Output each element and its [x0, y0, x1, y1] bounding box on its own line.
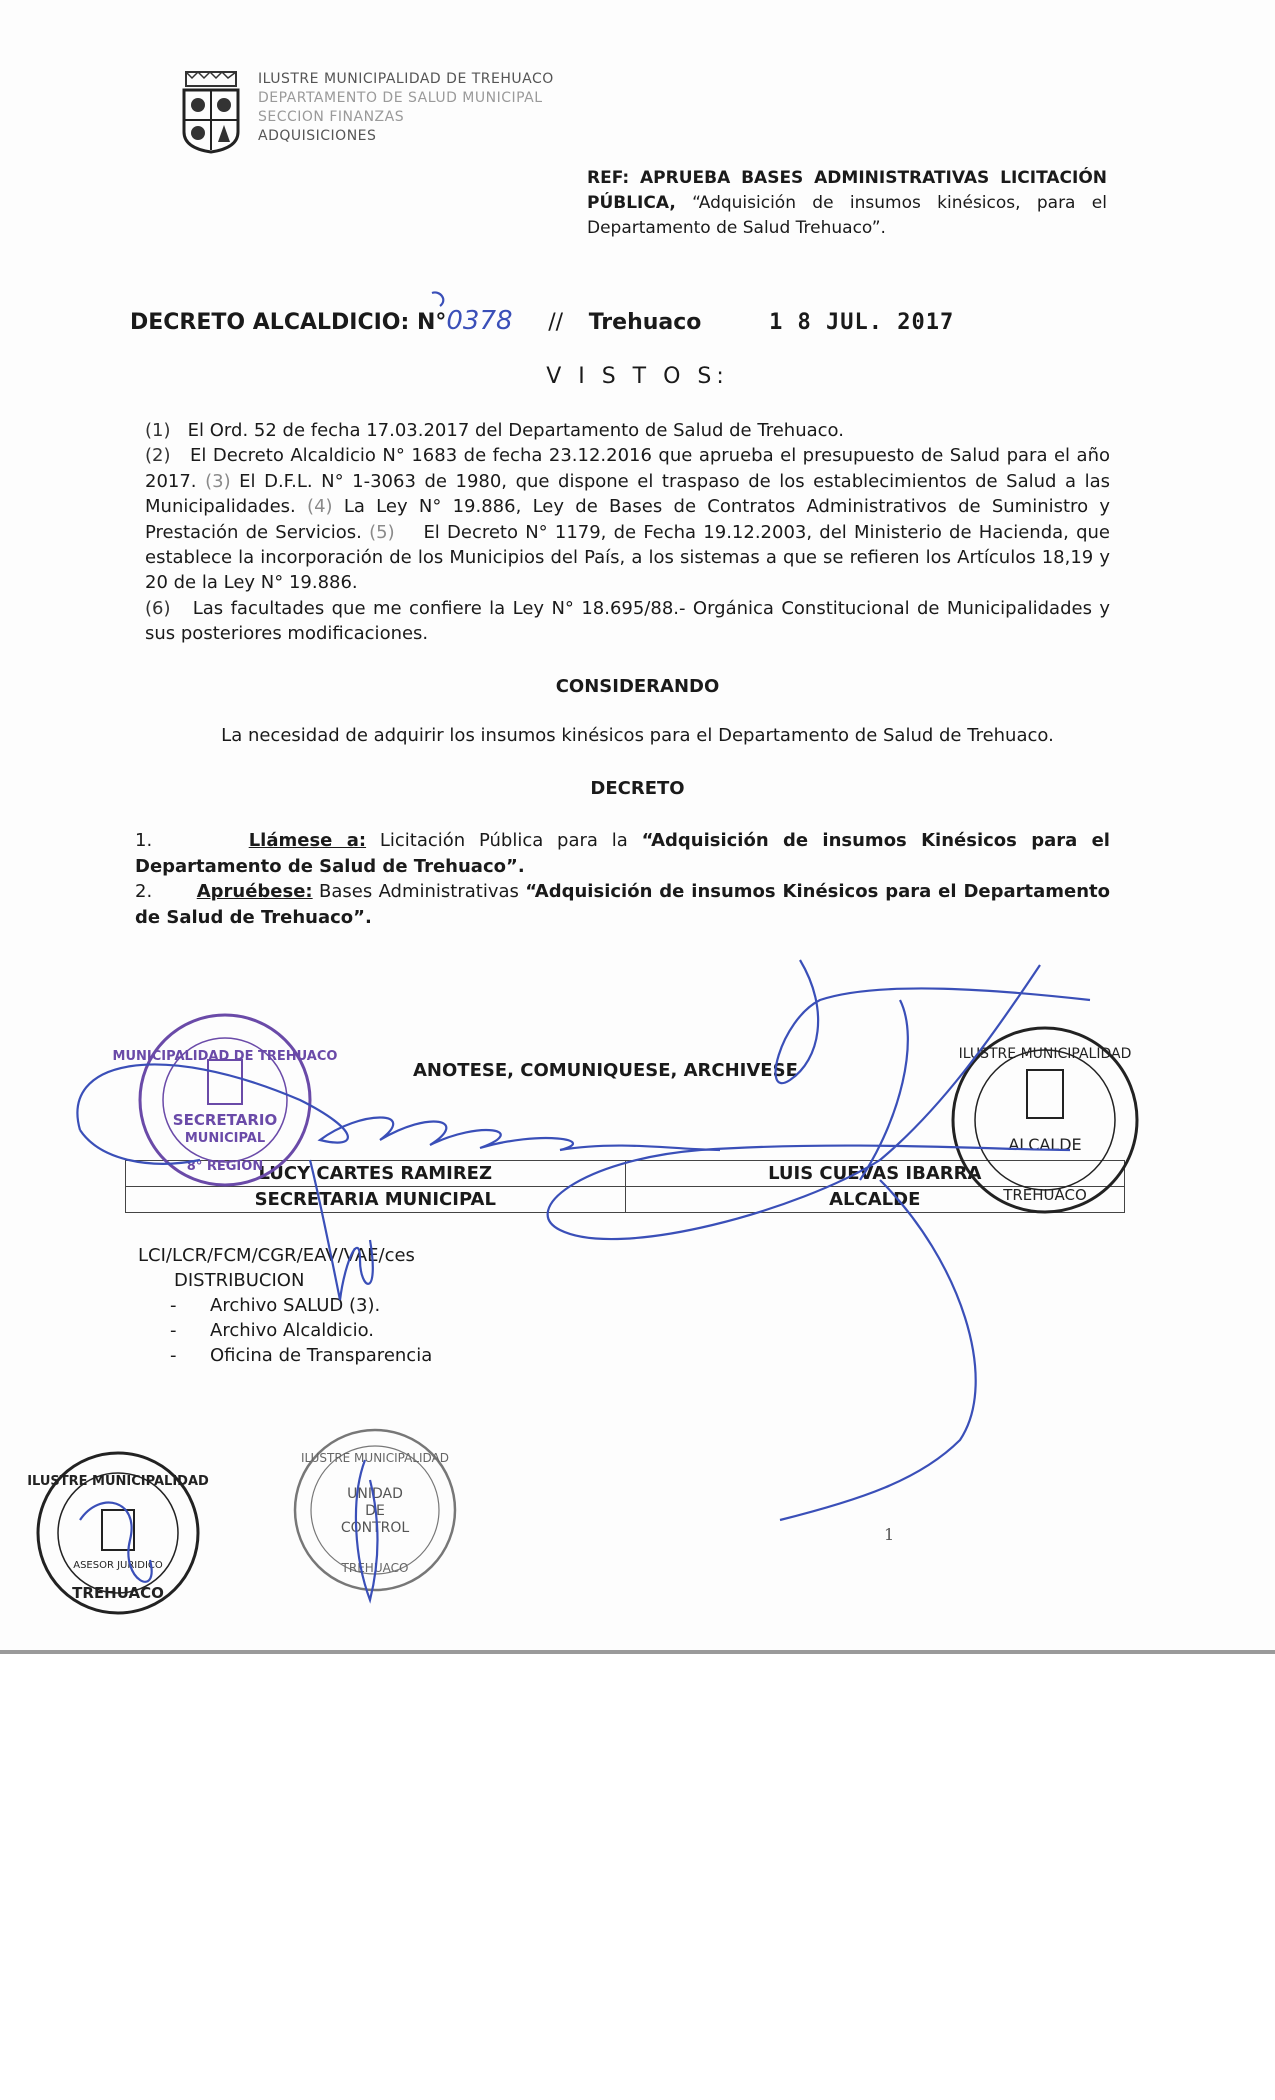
stamp-text: UNIDAD [347, 1486, 403, 1502]
vistos-item: El Ord. 52 de fecha 17.03.2017 del Departamento de Salud de Trehuaco. [187, 420, 844, 441]
decree-label: DECRETO ALCALDICIO: N° [130, 310, 447, 335]
stamp-text: ASESOR JURIDICO [73, 1560, 163, 1571]
distribution-item: - Oficina de Transparencia [170, 1345, 433, 1366]
municipal-crest-logo [180, 70, 242, 154]
distribution-item: - Archivo SALUD (3). [170, 1295, 381, 1316]
stamp-text: ILUSTRE MUNICIPALIDAD [300, 1451, 450, 1465]
item-number: (6) [145, 597, 171, 619]
decree-verb: Llámese a: [248, 830, 367, 851]
reference-block [587, 166, 1107, 241]
decree-date-stamp: 1 8 JUL. 2017 [769, 310, 955, 335]
decree-text: Bases Administrativas [312, 881, 526, 902]
decreto-heading: DECRETO [590, 778, 685, 799]
stamp-text: MUNICIPAL [184, 1131, 266, 1146]
decree-text: Licitación Pública para la [366, 830, 642, 851]
stamp-text: TREHUACO [72, 1584, 164, 1602]
stamp-text: ALCALDE [1008, 1135, 1082, 1154]
distribution-item: - Archivo Alcaldicio. [170, 1320, 374, 1341]
separator: // [548, 310, 564, 335]
vistos-item: El D.F.L. N° 1-3063 de 1980, que dispone el traspaso de los establecimientos de Salud a las Municipalidades. [145, 470, 1111, 518]
reference-text: “Adquisición de insumos kinésicos, para el Departamento de Salud Trehuaco”. [587, 193, 1107, 238]
letterhead-line: DEPARTAMENTO DE SALUD MUNICIPAL [258, 90, 543, 106]
considerando-text: La necesidad de adquirir los insumos kinésicos para el Departamento de Salud de Trehuaco. [221, 725, 1054, 746]
signer-name: LUIS CUEVAS IBARRA [625, 1161, 1125, 1187]
unidad-control-stamp [295, 1430, 455, 1590]
signer-role: ALCALDE [625, 1187, 1125, 1213]
letterhead [258, 70, 554, 146]
vistos-item: El Decreto Alcaldicio N° 1683 de fecha 23.12.2016 que aprueba el presupuesto de Salud para el año 2017. [145, 445, 1110, 492]
decree-item [135, 879, 1110, 930]
vistos-paragraph [145, 418, 1110, 647]
signer-name: LUCY CARTES RAMIREZ [126, 1161, 626, 1187]
decree-item [135, 828, 1110, 879]
decree-number-line [130, 306, 954, 336]
item-number: (3) [205, 470, 231, 492]
asesor-juridico-stamp [27, 1453, 209, 1613]
signature-table [125, 1160, 1125, 1213]
stamp-text: SECRETARIO [172, 1111, 278, 1129]
vistos-heading: V I S T O S: [546, 364, 729, 389]
considerando-heading: CONSIDERANDO [555, 676, 720, 697]
stamp-text: TREHUACO [1003, 1186, 1087, 1204]
distribution-title: DISTRIBUCION [174, 1270, 305, 1291]
letterhead-line: SECCION FINANZAS [258, 109, 405, 125]
decree-object: “Adquisición de insumos Kinésicos para el Departamento de Salud de Trehuaco”. [135, 830, 1110, 877]
reference-bold: REF: APRUEBA BASES ADMINISTRATIVAS LICITACIÓN PÚBLICA, [587, 168, 1107, 213]
page-number: 1 [884, 1525, 895, 1544]
vistos-item: Las facultades que me confiere la Ley N° 18.695/88.- Orgánica Constitucional de Municipalidades y sus posteriores modificaciones. [145, 597, 1111, 645]
stamp-text: CONTROL [340, 1520, 410, 1536]
stamp-text: MUNICIPALIDAD DE TREHUACO [112, 1049, 338, 1064]
decree-number-handwritten: 0378 [446, 306, 513, 336]
vistos-item: El Decreto N° 1179, de Fecha 19.12.2003, del Ministerio de Hacienda, que establece la incorporación de los Municipios del País, a los sistemas a que se refieren los Artículos 18,19 y 20 de la Ley N° 19.886. [145, 521, 1111, 594]
closing-formula: ANOTESE, COMUNIQUESE, ARCHIVESE [413, 1060, 798, 1081]
letterhead-line: ILUSTRE MUNICIPALIDAD DE TREHUACO [258, 71, 554, 87]
stamp-text: ILUSTRE MUNICIPALIDAD [958, 1046, 1132, 1062]
distribution-block [138, 1243, 432, 1368]
item-number: 1. [135, 830, 153, 851]
decree-items [135, 828, 1110, 930]
decree-place: Trehuaco [588, 310, 702, 335]
stamp-text: ILUSTRE MUNICIPALIDAD [27, 1474, 209, 1489]
item-number: (2) [145, 445, 171, 467]
item-number: (1) [145, 420, 171, 441]
initials: LCI/LCR/FCM/CGR/EAV/VAE/ces [138, 1245, 415, 1266]
signer-role: SECRETARIA MUNICIPAL [126, 1187, 626, 1213]
letterhead-line: ADQUISICIONES [258, 128, 377, 144]
item-number: (5) [369, 521, 395, 543]
stamp-text: DE [365, 1503, 385, 1519]
item-number: 2. [135, 881, 153, 902]
stamp-text: 8° REGION [186, 1159, 264, 1174]
decree-object: “Adquisición de insumos Kinésicos para el Departamento de Salud de Trehuaco”. [135, 881, 1110, 928]
item-number: (4) [307, 496, 333, 518]
decree-verb: Apruébese: [196, 881, 313, 902]
vistos-item: La Ley N° 19.886, Ley de Bases de Contratos Administrativos de Suministro y Prestación de Servicios. [145, 496, 1110, 543]
stamp-text: TREHUACO [341, 1561, 409, 1575]
